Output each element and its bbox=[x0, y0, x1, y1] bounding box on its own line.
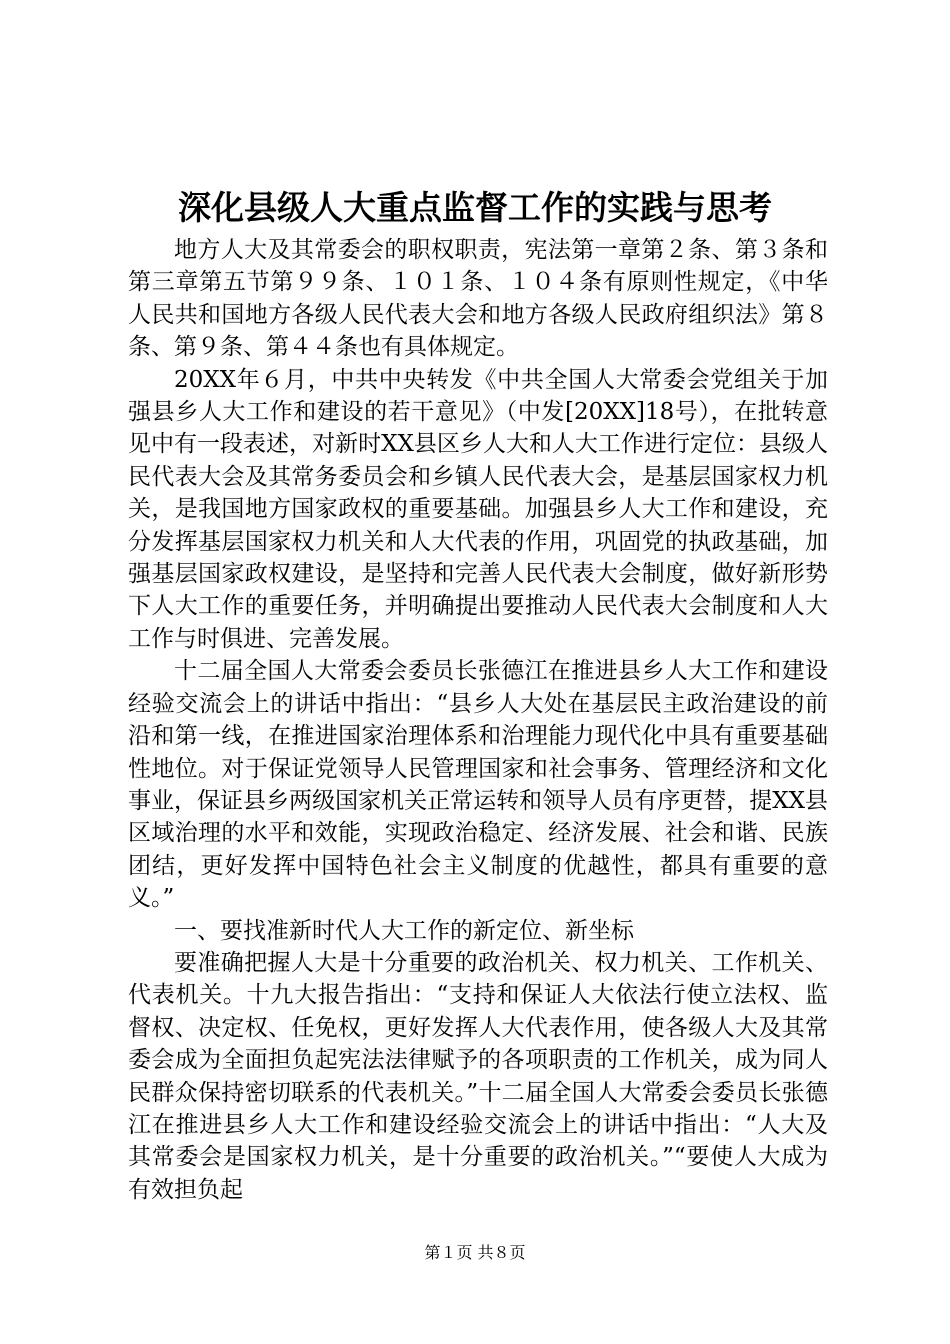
paragraph-4: 要准确把握人大是十分重要的政治机关、权力机关、工作机关、代表机关。十九大报告指出：“支持和保证人大依法行使立法权、监督权、决定权、任免权，更好发挥人大代表作用，使各级人大及其常委会成为全面担负起宪法法律赋予的各项职责的工作机关，成为同人民群众保持密切联系的代表机关。”十二届全国人大常委会委员长张德江在推进县乡人大工作和建设经验交流会上的讲话中指出：“人大及其常委会是国家权力机关，是十分重要的政治机关。”“要使人大成为有效担负起 bbox=[128, 949, 828, 1203]
page-footer: 第１页 共８页 bbox=[424, 1243, 526, 1262]
section-heading-1: 一、要找准新时代人大工作的新定位、新坐标 bbox=[174, 917, 634, 944]
paragraph-3: 十二届全国人大常委会委员长张德江在推进县乡人大工作和建设经验交流会上的讲话中指出：“县乡人大处在基层民主政治建设的前沿和第一线，在推进国家治理体系和治理能力现代化中具有重要基础性地位。对于保证党领导人民管理国家和社会事务、管理经济和文化事业，保证县乡两级国家机关正常运转和领导人员有序更替，提XX县区域治理的水平和效能，实现政治稳定、经济发展、社会和谐、民族团结，更好发挥中国特色社会主义制度的优越性，都具有重要的意义。” bbox=[128, 658, 828, 912]
document-title: 深化县级人大重点监督工作的实践与思考 bbox=[178, 188, 772, 227]
paragraph-1: 地方人大及其常委会的职权职责，宪法第一章第２条、第３条和第三章第五节第９９条、１０１条、１０４条有原则性规定，《中华人民共和国地方各级人民代表大会和地方各级人民政府组织法》第８条、第９条、第４４条也有具体规定。 bbox=[128, 237, 828, 361]
document-body bbox=[128, 234, 828, 1206]
paragraph-2: 20XX年６月，中共中央转发《中共全国人大常委会党组关于加强县乡人大工作和建设的若干意见》（中发[20XX]18号），在批转意见中有一段表述，对新时XX县区乡人大和人大工作进行定位：县级人民代表大会及其常务委员会和乡镇人民代表大会，是基层国家权力机关，是我国地方国家政权的重要基础。加强县乡人大工作和建设，充分发挥基层国家权力机关和人大代表的作用，巩固党的执政基础，加强基层国家政权建设，是坚持和完善人民代表大会制度，做好新形势下人大工作的重要任务，并明确提出要推动人民代表大会制度和人大工作与时俱进、完善发展。 bbox=[128, 366, 828, 652]
